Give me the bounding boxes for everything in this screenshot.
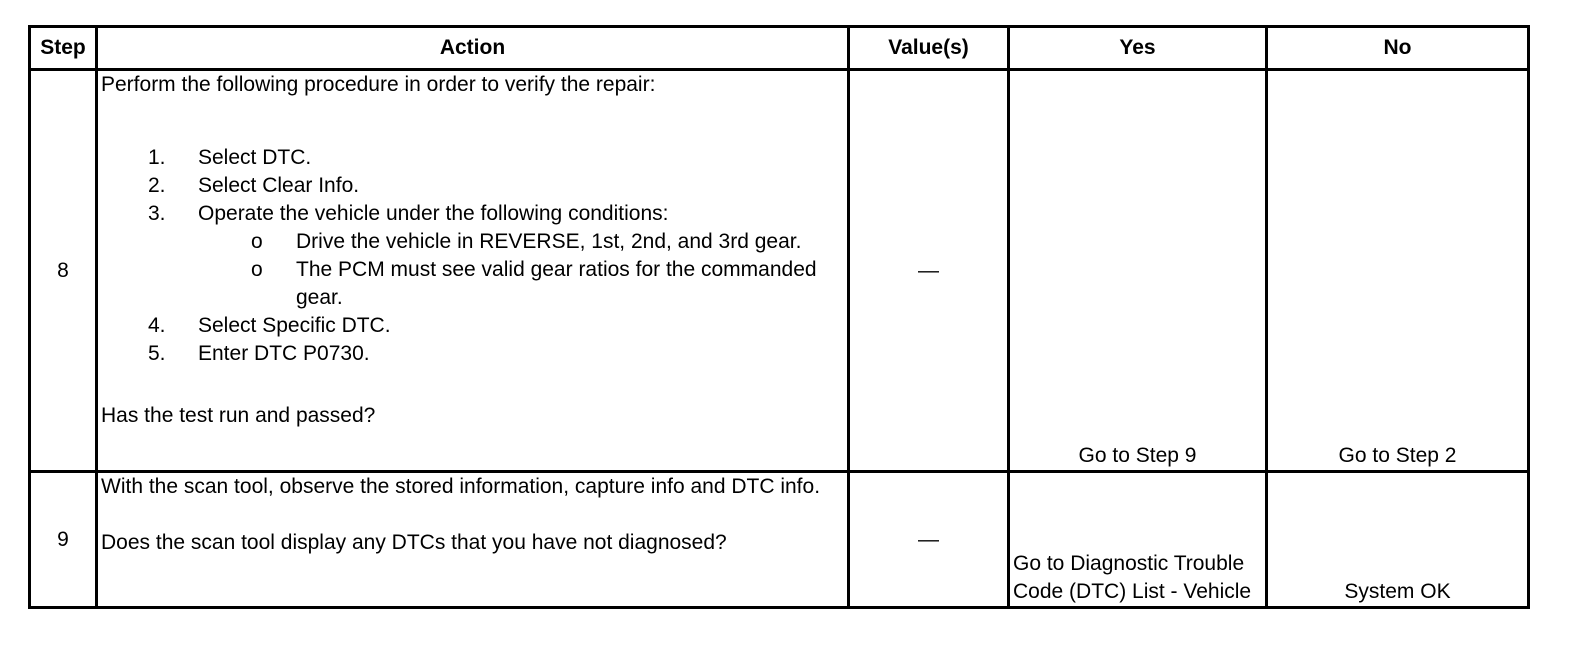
value-dash: — bbox=[918, 258, 939, 282]
procedure-step bbox=[101, 200, 844, 312]
condition-text: The PCM must see valid gear ratios for the commanded gear. bbox=[296, 258, 817, 309]
diagnostic-table bbox=[28, 25, 1530, 609]
condition-item bbox=[198, 228, 846, 256]
header-action: Action bbox=[97, 27, 849, 70]
procedure-step-text: Operate the vehicle under the following conditions: bbox=[198, 202, 669, 225]
condition-list bbox=[198, 228, 844, 312]
action-cell bbox=[97, 70, 849, 472]
value-cell bbox=[849, 70, 1009, 472]
action-intro: With the scan tool, observe the stored information, capture info and DTC info. bbox=[101, 475, 821, 498]
yes-cell: Go to Diagnostic Trouble Code (DTC) List - Vehicle bbox=[1009, 472, 1267, 608]
procedure-step-text: Select Specific DTC. bbox=[198, 314, 391, 337]
table-row-step-9 bbox=[30, 472, 1529, 608]
yes-cell: Go to Step 9 bbox=[1009, 70, 1267, 472]
header-row bbox=[30, 27, 1529, 70]
procedure-list bbox=[101, 144, 844, 368]
procedure-step bbox=[101, 340, 844, 368]
procedure-step-text: Select Clear Info. bbox=[198, 174, 360, 197]
procedure-step-number: 1. bbox=[148, 146, 166, 169]
procedure-step bbox=[101, 172, 844, 200]
procedure-step-number: 5. bbox=[148, 342, 166, 365]
table-row-step-8 bbox=[30, 70, 1529, 472]
procedure-step-text: Select DTC. bbox=[198, 146, 312, 169]
header-values: Value(s) bbox=[849, 27, 1009, 70]
procedure-step-text: Enter DTC P0730. bbox=[198, 342, 370, 365]
procedure-step bbox=[101, 144, 844, 172]
no-cell: System OK bbox=[1267, 472, 1529, 608]
step-number: 8 bbox=[30, 70, 97, 472]
procedure-step-number: 2. bbox=[148, 174, 166, 197]
action-cell bbox=[97, 472, 849, 608]
bullet-icon: o bbox=[251, 258, 263, 281]
procedure-step-number: 3. bbox=[148, 202, 166, 225]
no-cell: Go to Step 2 bbox=[1267, 70, 1529, 472]
header-no: No bbox=[1267, 27, 1529, 70]
value-dash: — bbox=[918, 527, 939, 551]
bullet-icon: o bbox=[251, 230, 263, 253]
procedure-step-number: 4. bbox=[148, 314, 166, 337]
action-intro: Perform the following procedure in order to verify the repair: bbox=[101, 73, 656, 96]
value-cell bbox=[849, 472, 1009, 608]
header-yes: Yes bbox=[1009, 27, 1267, 70]
step-number: 9 bbox=[30, 472, 97, 608]
procedure-step bbox=[101, 312, 844, 340]
header-step: Step bbox=[30, 27, 97, 70]
condition-text: Drive the vehicle in REVERSE, 1st, 2nd, and 3rd gear. bbox=[296, 230, 802, 253]
action-question: Does the scan tool display any DTCs that you have not diagnosed? bbox=[101, 531, 727, 554]
condition-item bbox=[198, 256, 846, 312]
action-question: Has the test run and passed? bbox=[101, 404, 376, 427]
